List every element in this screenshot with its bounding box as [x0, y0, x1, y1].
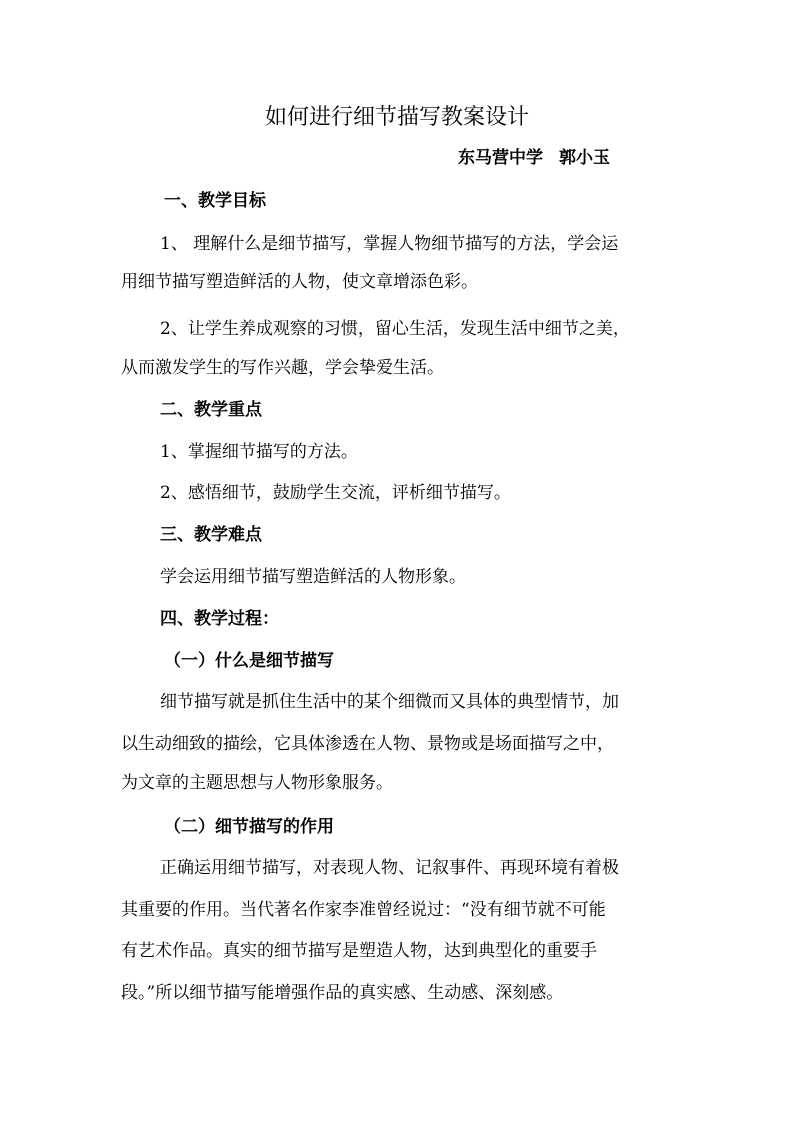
- paragraph-line: 从而激发学生的写作兴趣，学会挚爱生活。: [121, 358, 444, 378]
- subsection-heading-what-is: （一）什么是细节描写: [164, 651, 334, 671]
- section-heading-difficulties: 三、教学难点: [160, 525, 262, 545]
- section-heading-key-points: 二、教学重点: [160, 400, 262, 420]
- paragraph-line: 细节描写就是抓住生活中的某个细微而又具体的典型情节，加: [160, 692, 619, 712]
- paragraph-line: 1、 理解什么是细节描写，掌握人物细节描写的方法，学会运: [160, 234, 619, 254]
- paragraph-line: 有艺术作品。真实的细节描写是塑造人物，达到典型化的重要手: [121, 941, 597, 961]
- author-line: [458, 147, 610, 169]
- list-item: 1、掌握细节描写的方法。: [160, 442, 358, 462]
- paragraph-line: 用细节描写塑造鲜活的人物，使文章增添色彩。: [121, 272, 478, 292]
- section-heading-process: 四、教学过程：: [160, 609, 279, 629]
- document-title: 如何进行细节描写教案设计: [264, 105, 529, 130]
- paragraph-line: 段。”所以细节描写能增强作品的真实感、生动感、深刻感。: [121, 983, 564, 1003]
- author-name: 郭小玉: [559, 148, 610, 168]
- paragraph-line: 2、让学生养成观察的习惯，留心生活，发现生活中细节之美，: [160, 319, 630, 339]
- paragraph-line: 为文章的主题思想与人物形象服务。: [121, 773, 393, 793]
- subsection-heading-role: （二）细节描写的作用: [164, 817, 334, 837]
- paragraph-line: 学会运用细节描写塑造鲜活的人物形象。: [160, 567, 466, 587]
- list-item: 2、感悟细节，鼓励学生交流，评析细节描写。: [160, 483, 511, 503]
- author-school: 东马营中学: [458, 148, 543, 168]
- paragraph-line: 以生动细致的描绘，它具体渗透在人物、景物或是场面描写之中，: [121, 734, 614, 754]
- paragraph-line: 正确运用细节描写，对表现人物、记叙事件、再现环境有着极: [160, 858, 619, 878]
- section-heading-objectives: 一、教学目标: [164, 191, 266, 211]
- paragraph-line: 其重要的作用。当代著名作家李准曾经说过：“没有细节就不可能: [121, 900, 606, 920]
